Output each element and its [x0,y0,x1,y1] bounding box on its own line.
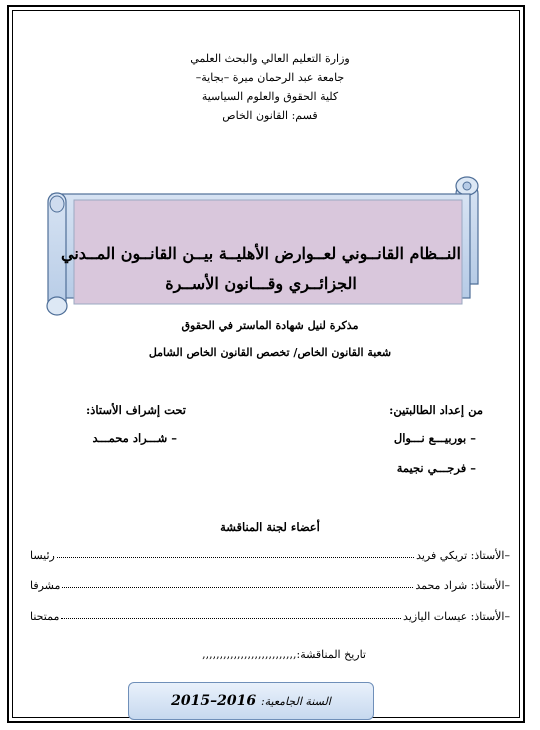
committee-member-role: مشرفا [30,579,61,592]
academic-year-label: السنة الجامعية: [260,695,331,708]
committee-member-name: –الأستاذ: تريكي فريد [416,549,510,562]
dotted-leader [61,610,401,619]
department-line: قسم: القانون الخاص [222,109,318,122]
supervisor-heading: تحت إشراف الأستاذ: [86,403,186,417]
branch-line: شعبة القانون الخاص/ تخصص القانون الخاص الشامل [148,346,392,359]
student-name-2: – فرجـــي نجيمة [396,461,476,475]
committee-heading: أعضاء لجنة المناقشة [220,520,320,534]
academic-year-value: 2015–2016 [171,693,257,709]
dotted-leader [57,549,414,558]
dotted-leader [62,579,413,588]
committee-member-row-2 [30,579,510,592]
committee-member-row-1 [30,549,510,562]
defense-date: تاريخ المناقشة:,,,,,,,,,,,,,,,,,,,,,,,,,,, [202,648,366,661]
student-name-1: – بوربيـــع نـــوال [393,431,476,445]
university-line: جامعة عبد الرحمان ميرة –بجاية– [195,71,345,84]
thesis-title-line-1: النــظام القانــوني لعــوارض الأهليــة بيــن القانــون المــدني [61,244,461,263]
committee-member-role: رئيسا [30,549,55,562]
committee-member-row-3 [30,610,510,623]
committee-member-name: –الأستاذ: شراد محمد [415,579,510,592]
faculty-line: كلية الحقوق والعلوم السياسية [201,90,339,103]
thesis-title-line-2: الجزائــري وقـــانون الأســرة [165,274,357,293]
students-heading: من إعداد الطالبتين: [389,403,483,417]
degree-line: مذكرة لنيل شهادة الماستر في الحقوق [181,319,359,332]
ministry-line: وزارة التعليم العالي والبحث العلمي [190,52,350,65]
academic-year-box [128,682,374,720]
committee-member-role: ممتحنا [30,610,60,623]
supervisor-name: – شـــراد محمـــد [92,431,177,445]
committee-member-name: –الأستاذ: عيسات اليازيد [403,610,510,623]
